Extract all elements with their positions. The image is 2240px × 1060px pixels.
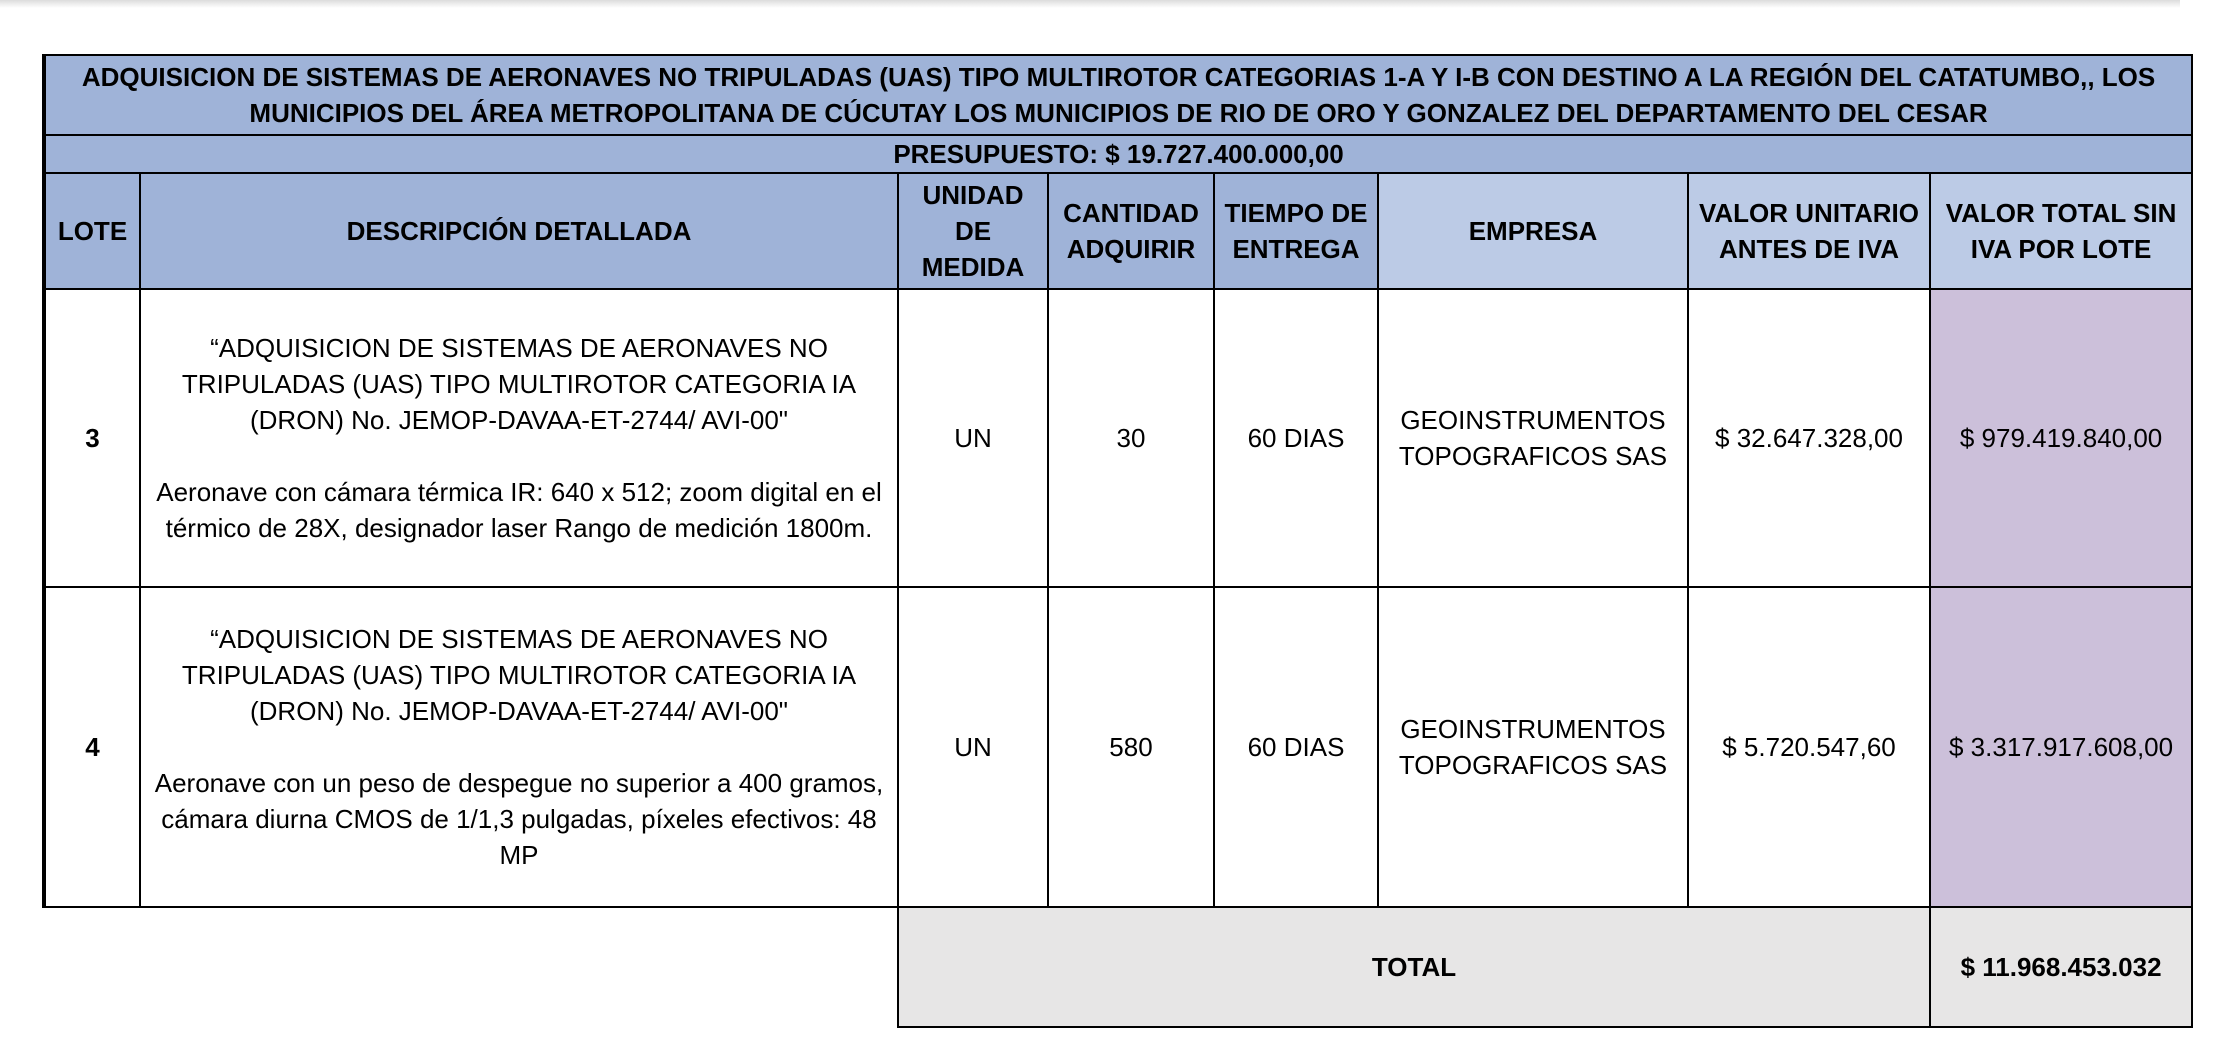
valor-total-cell: $ 3.317.917.608,00 (1930, 587, 2192, 907)
header-cantidad: CANTIDAD ADQUIRIR (1048, 173, 1214, 289)
description-detail: Aeronave con cámara térmica IR: 640 x 512; zoom digital en el térmico de 28X, designador laser Rango de medición 1800m. (156, 477, 882, 543)
total-label: TOTAL (898, 907, 1930, 1027)
tiempo-cell: 60 DIAS (1214, 587, 1378, 907)
cantidad-cell: 580 (1048, 587, 1214, 907)
lote-cell: 3 (44, 289, 140, 587)
description-title: “ADQUISICION DE SISTEMAS DE AERONAVES NO TRIPULADAS (UAS) TIPO MULTIROTOR CATEGORIA IA (DRON) No. JEMOP-DAVAA-ET-2744/ AVI-00" (181, 624, 857, 726)
table-row (44, 587, 2192, 907)
description-cell (140, 587, 898, 907)
document-title: ADQUISICION DE SISTEMAS DE AERONAVES NO TRIPULADAS (UAS) TIPO MULTIROTOR CATEGORIAS 1-A Y I-B CON DESTINO A LA REGIÓN DEL CATATUMBO,, LOS MUNICIPIOS DEL ÁREA METROPOLITANA DE CÚCUTAY LOS MUNICIPIOS DE RIO DE ORO Y GONZALEZ DEL DEPARTAMENTO DEL CESAR (44, 55, 2192, 135)
cantidad-cell: 30 (1048, 289, 1214, 587)
empresa-cell: GEOINSTRUMENTOS TOPOGRAFICOS SAS (1378, 587, 1688, 907)
tiempo-cell: 60 DIAS (1214, 289, 1378, 587)
total-row-spacer (44, 907, 898, 1027)
top-shadow (0, 0, 2180, 8)
description-title: “ADQUISICION DE SISTEMAS DE AERONAVES NO TRIPULADAS (UAS) TIPO MULTIROTOR CATEGORIA IA (DRON) No. JEMOP-DAVAA-ET-2744/ AVI-00" (181, 333, 857, 435)
unidad-cell: UN (898, 587, 1048, 907)
procurement-table (42, 54, 2193, 1028)
valor-unitario-cell: $ 32.647.328,00 (1688, 289, 1930, 587)
header-valor-total: VALOR TOTAL SIN IVA POR LOTE (1930, 173, 2192, 289)
description-gap (147, 729, 891, 765)
total-row (44, 907, 2192, 1027)
header-empresa: EMPRESA (1378, 173, 1688, 289)
header-row (44, 173, 2192, 289)
lote-cell: 4 (44, 587, 140, 907)
description-gap (147, 438, 891, 474)
description-detail: Aeronave con un peso de despegue no superior a 400 gramos, cámara diurna CMOS de 1/1,3 pulgadas, píxeles efectivos: 48 MP (154, 768, 884, 870)
budget-row (44, 135, 2192, 173)
empresa-cell: GEOINSTRUMENTOS TOPOGRAFICOS SAS (1378, 289, 1688, 587)
header-tiempo: TIEMPO DE ENTREGA (1214, 173, 1378, 289)
total-value: $ 11.968.453.032 (1930, 907, 2192, 1027)
budget-label: PRESUPUESTO: $ 19.727.400.000,00 (44, 135, 2192, 173)
unidad-cell: UN (898, 289, 1048, 587)
header-descripcion: DESCRIPCIÓN DETALLADA (140, 173, 898, 289)
valor-unitario-cell: $ 5.720.547,60 (1688, 587, 1930, 907)
header-valor-unitario: VALOR UNITARIO ANTES DE IVA (1688, 173, 1930, 289)
title-row (44, 55, 2192, 135)
header-lote: LOTE (44, 173, 140, 289)
table-row (44, 289, 2192, 587)
description-cell (140, 289, 898, 587)
header-unidad: UNIDAD DE MEDIDA (898, 173, 1048, 289)
valor-total-cell: $ 979.419.840,00 (1930, 289, 2192, 587)
